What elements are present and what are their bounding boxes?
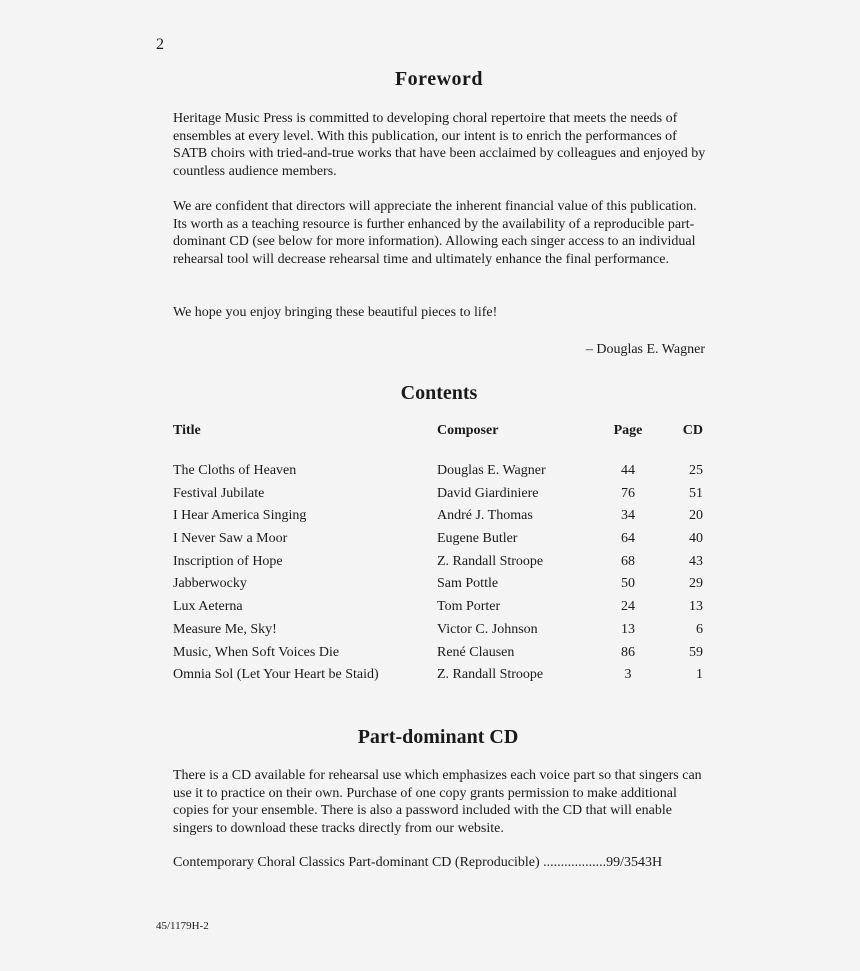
contents-header-row: [173, 423, 705, 443]
row-page: 13: [621, 621, 635, 637]
cd-order-line: Contemporary Choral Classics Part-dominant CD (Reproducible) ..................99/3543H: [173, 855, 663, 870]
row-title: The Cloths of Heaven: [173, 463, 297, 478]
row-composer: Sam Pottle: [437, 576, 499, 592]
row-composer: Z. Randall Stroope: [437, 667, 544, 683]
column-header-composer: Composer: [437, 423, 499, 438]
table-row: [173, 576, 705, 599]
row-cd: 29: [689, 576, 703, 592]
part-dominant-cd-heading: Part-dominant CD: [357, 726, 519, 748]
row-title: Festival Jubilate: [173, 485, 265, 501]
row-cd: 20: [689, 508, 703, 524]
row-page: 86: [621, 644, 635, 660]
row-page: 50: [621, 576, 635, 592]
row-composer: René Clausen: [437, 644, 515, 660]
row-title: I Never Saw a Moor: [173, 531, 288, 547]
row-title: Measure Me, Sky!: [173, 621, 277, 637]
row-composer: David Giardiniere: [437, 485, 539, 501]
column-header-page: Page: [613, 423, 643, 438]
row-page: 34: [621, 508, 635, 524]
table-row: [173, 486, 705, 509]
row-page: 68: [621, 553, 635, 569]
row-composer: André J. Thomas: [437, 508, 533, 524]
table-row: [173, 667, 705, 690]
column-header-title: Title: [173, 423, 201, 438]
foreword-heading: Foreword: [394, 68, 484, 90]
row-title: Lux Aeterna: [173, 599, 243, 615]
row-title: Inscription of Hope: [173, 553, 283, 569]
contents-table: [173, 423, 705, 690]
page-number: 2: [156, 36, 164, 53]
table-row: [173, 599, 705, 622]
table-row: [173, 554, 705, 577]
row-page: 3: [624, 667, 632, 683]
row-composer: Eugene Butler: [437, 531, 518, 547]
row-composer: Victor C. Johnson: [437, 621, 538, 637]
row-composer: Tom Porter: [437, 599, 501, 615]
footer-code: 45/1179H-2: [156, 920, 209, 932]
foreword-paragraph-3: We hope you enjoy bringing these beautiful pieces to life!: [173, 305, 498, 320]
foreword-signature: – Douglas E. Wagner: [585, 342, 705, 357]
contents-heading: Contents: [400, 382, 478, 404]
foreword-paragraph-1: Heritage Music Press is committed to developing choral repertoire that meets the needs of ensembles at every level. With this publication, our intent is to enrich the performances of SATB choirs with tried-and-true works that have been acclaimed by colleagues and enjoyed by countless audience members.: [173, 111, 706, 179]
row-cd: 6: [696, 621, 703, 637]
row-cd: 59: [689, 644, 703, 660]
row-composer: Z. Randall Stroope: [437, 553, 544, 569]
row-cd: 25: [689, 463, 703, 478]
row-title: Omnia Sol (Let Your Heart be Staid): [173, 667, 379, 683]
table-row: [173, 463, 705, 486]
row-composer: Douglas E. Wagner: [437, 463, 546, 478]
table-spacer: [173, 443, 705, 463]
row-page: 64: [621, 531, 635, 547]
row-cd: 40: [689, 531, 703, 547]
row-title: Music, When Soft Voices Die: [173, 644, 340, 660]
row-cd: 1: [696, 667, 703, 683]
table-row: [173, 531, 705, 554]
foreword-paragraph-2: We are confident that directors will appreciate the inherent financial value of this publication. Its worth as a teaching resource is further enhanced by the availability of a reproducible part-dominant CD (see below for more information). Allowing each singer access to an individual rehearsal tool will decrease rehearsal time and ultimately enhance the final performance.: [173, 199, 697, 267]
row-page: 44: [621, 463, 635, 478]
table-row: [173, 622, 705, 645]
row-cd: 51: [689, 485, 703, 501]
row-title: Jabberwocky: [173, 576, 247, 592]
row-cd: 13: [689, 599, 703, 615]
part-dominant-cd-paragraph: There is a CD available for rehearsal use which emphasizes each voice part so that singers can use it to practice on their own. Purchase of one copy grants permission to make additional copies for your ensemble. There is also a password included with the CD that will enable singers to download these tracks directly from our website.: [173, 768, 702, 836]
table-row: [173, 645, 705, 668]
row-cd: 43: [689, 553, 703, 569]
row-title: I Hear America Singing: [173, 508, 307, 524]
row-page: 76: [621, 485, 635, 501]
table-row: [173, 508, 705, 531]
column-header-cd: CD: [682, 423, 703, 438]
row-page: 24: [621, 599, 635, 615]
